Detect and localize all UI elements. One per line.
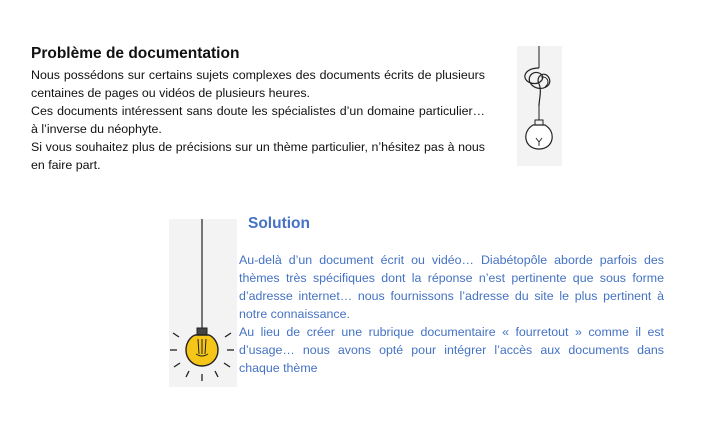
problem-paragraph-1: Nous possédons sur certains sujets complexes des documents écrits de plusieurs centaines de pages ou vidéos de plusieurs heures.	[31, 68, 485, 100]
tangled-bulb-illustration	[517, 46, 562, 166]
problem-paragraph-3: Si vous souhaitez plus de précisions sur un thème particulier, n’hésitez pas à nous en faire part.	[31, 140, 485, 172]
lit-bulb-icon	[169, 219, 237, 387]
solution-paragraph-2: Au lieu de créer une rubrique documentaire « fourretout » comme il est d’usage… nous avons opté pour intégrer l’accès aux documents dans chaque thème	[239, 325, 664, 375]
solution-section	[239, 214, 664, 377]
lit-bulb-illustration	[169, 219, 237, 387]
problem-title: Problème de documentation	[31, 45, 240, 62]
solution-paragraph-1: Au-delà d’un document écrit ou vidéo… Diabétopôle aborde parfois des thèmes très spécifiques dont la réponse n’est pertinente que sous forme d’adresse internet… nous fournissons l’adresse du site le plus pertinent à notre connaissance.	[239, 253, 664, 321]
problem-paragraph-2: Ces documents intéressent sans doute les spécialistes d’un domaine particulier… à l’inverse du néophyte.	[31, 104, 485, 136]
solution-title: Solution	[248, 215, 310, 232]
tangled-bulb-icon	[517, 46, 562, 166]
problem-section	[31, 44, 485, 174]
